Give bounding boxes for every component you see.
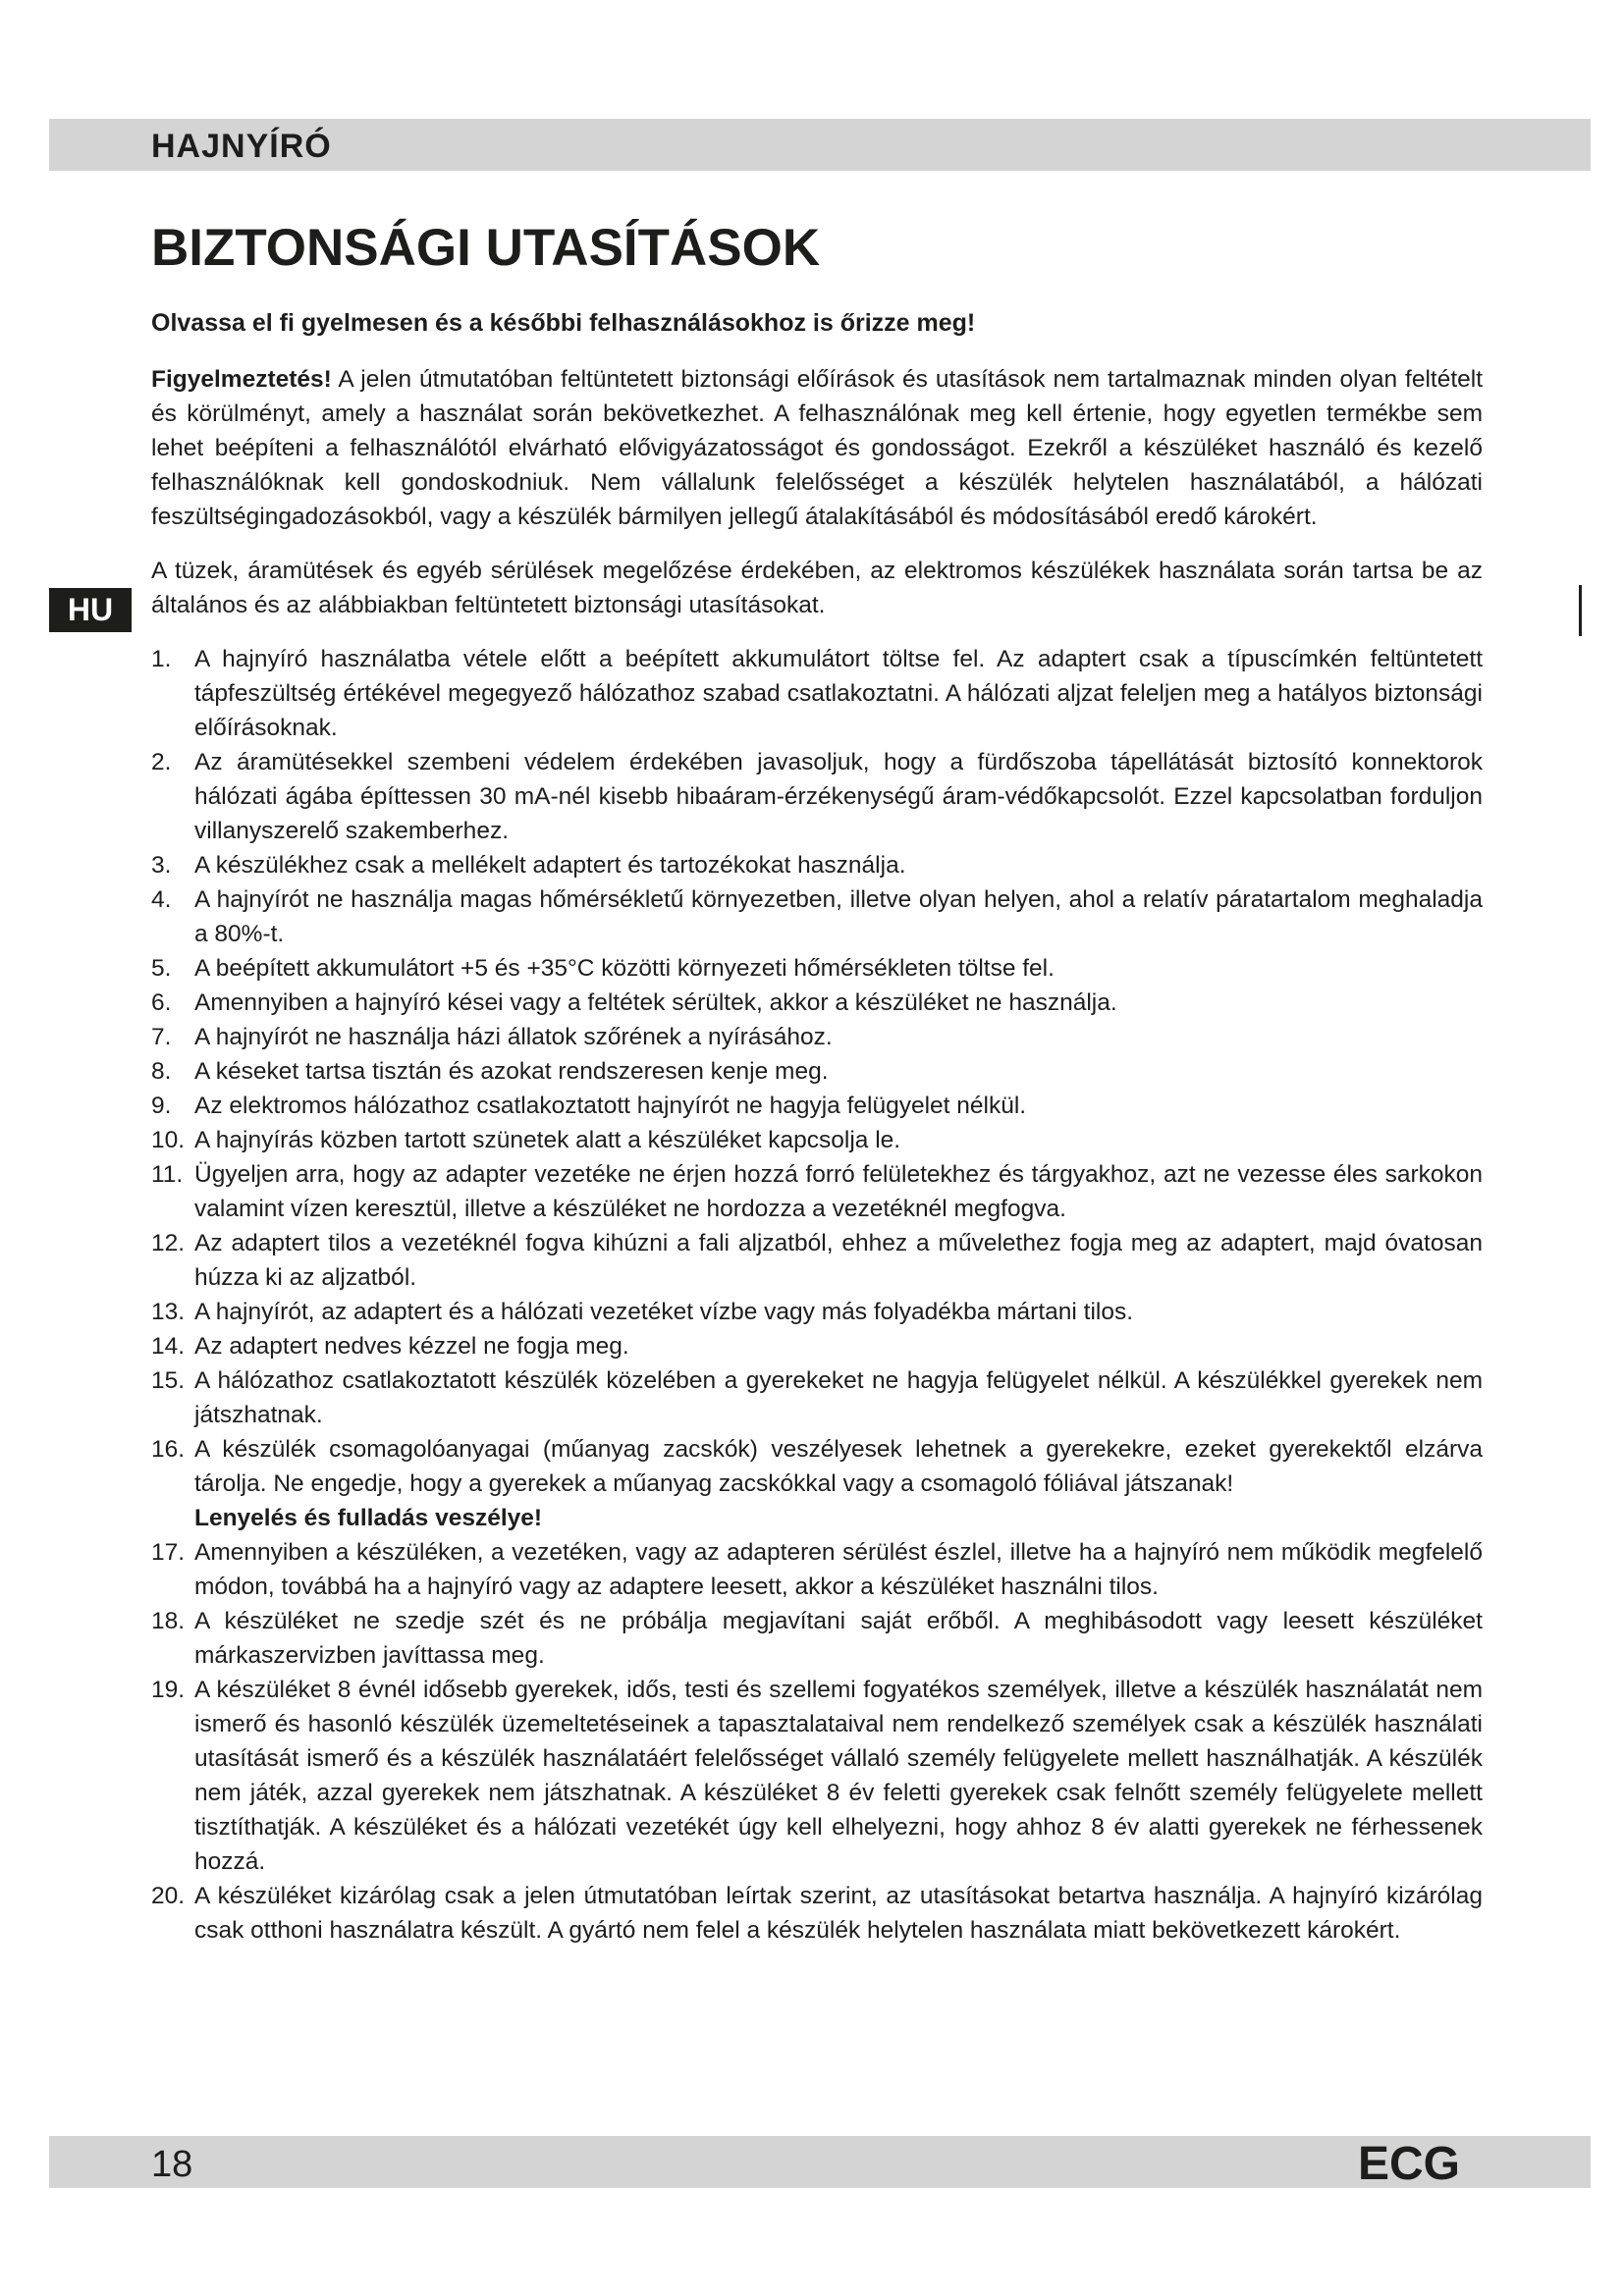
rule-number: 16.	[151, 1436, 186, 1463]
rule-text: Az elektromos hálózathoz csatlakoztatott hajnyírót ne hagyja felügyelet nélkül.	[194, 1093, 1027, 1119]
rule-number: 5.	[151, 955, 172, 982]
rule-text: A beépített akkumulátort +5 és +35°C közötti környezeti hőmérsékleten töltse fel.	[194, 955, 1055, 982]
rule-text: A hajnyírás közben tartott szünetek alatt a készüléket kapcsolja le.	[194, 1127, 901, 1153]
rule-number: 10.	[151, 1127, 186, 1153]
rule-text: Ügyeljen arra, hogy az adapter vezetéke ne érjen hozzá forró felületekhez és tárgyakhoz, azt ne vezesse éles sarkokon valamint vízen keresztül, illetve a készüléket ne hordozza a vezetéknél megfogva.	[194, 1161, 1483, 1222]
rule-item	[151, 642, 1483, 745]
language-badge: HU	[49, 588, 132, 632]
rule-item	[151, 986, 1483, 1020]
rule-text: Az adaptert nedves kézzel ne fogja meg.	[194, 1333, 629, 1360]
rule-item	[151, 848, 1483, 882]
rule-text: A késeket tartsa tisztán és azokat rendszeresen kenje meg.	[194, 1058, 829, 1085]
rule-text: A készüléket 8 évnél idősebb gyerekek, idős, testi és szellemi fogyatékos személyek, illetve a készülék használatát nem ismerő és hasonló készülék üzemeltetéseinek a tapasztalataival nem rendelkező személyek csak a készülék használati utasítását ismerő és a készülék használatáért felelősséget vállaló személy felügyelete mellett használhatják. A készülék nem játék, azzal gyerekek nem játszhatnak. A készüléket 8 év feletti gyerekek csak felnőtt személy felügyelete mellett tisztíthatják. A készüléket és a hálózati vezetékét úgy kell elhelyezni, hogy ahhoz 8 év alatti gyerekek ne férhessenek hozzá.	[194, 1677, 1483, 1875]
rule-text: A készüléket kizárólag csak a jelen útmutatóban leírtak szerint, az utasításokat betartva használja. A hajnyíró kizárólag csak otthoni használatra készült. A gyártó nem felel a készülék helytelen használata miatt bekövetkezett károkért.	[194, 1883, 1483, 1944]
rule-number: 1.	[151, 646, 172, 672]
subtitle: Olvassa el fi gyelmesen és a későbbi felhasználásokhoz is őrizze meg!	[151, 309, 976, 337]
page-number: 18	[151, 2144, 193, 2185]
content-area	[151, 306, 1483, 1948]
rule-text: Amennyiben a hajnyíró kései vagy a feltétek sérültek, akkor a készüléket ne használja.	[194, 989, 1117, 1016]
intro-paragraph: A tüzek, áramütések és egyéb sérülések megelőzése érdekében, az elektromos készülékek használata során tartsa be az általános és az alábbiakban feltüntetett biztonsági utasításokat.	[151, 558, 1483, 618]
rule-text: A hajnyírót, az adaptert és a hálózati vezetéket vízbe vagy más folyadékba mártani tilos.	[194, 1299, 1134, 1325]
rule-number: 3.	[151, 852, 172, 879]
rule-item	[151, 745, 1483, 848]
rule-text: Amennyiben a készüléken, a vezetéken, vagy az adapteren sérülést észlel, illetve ha a hajnyíró nem működik megfelelő módon, továbbá ha a hajnyíró vagy az adaptere leesett, akkor a készüléket használni tilos.	[194, 1539, 1483, 1600]
rule-number: 17.	[151, 1539, 186, 1566]
rule-number: 4.	[151, 886, 172, 913]
rule-item	[151, 1054, 1483, 1089]
rule-text: Az áramütésekkel szembeni védelem érdekében javasoljuk, hogy a fürdőszoba tápellátását biztosító konnektorok hálózati ágába építtessen 30 mA-nél kisebb hibaáram-érzékenységű áram-védőkapcsolót. Ezzel kapcsolatban forduljon villanyszerelő szakemberhez.	[194, 749, 1483, 844]
product-title: HAJNYÍRÓ	[151, 128, 332, 165]
rule-item	[151, 1604, 1483, 1673]
warning-text: A jelen útmutatóban feltüntetett biztonsági előírások és utasítások nem tartalmaznak minden olyan feltételt és körülményt, amely a használat során bekövetkezhet. A felhasználónak meg kell értenie, hogy egyetlen termékbe sem lehet beépíteni a felhasználótól elvárható elővigyázatosságot és gondosságot. Ezekről a készüléket használó és kezelő felhasználóknak kell gondoskodniuk. Nem vállalunk felelősséget a készülék helytelen használatából, a hálózati feszültségingadozásokból, vagy a készülék bármilyen jellegű átalakításából és módosításából eredő károkért.	[151, 366, 1483, 530]
rule-item	[151, 1089, 1483, 1123]
rule-text: A hálózathoz csatlakoztatott készülék közelében a gyerekeket ne hagyja felügyelet nélkül. A készülékkel gyerekek nem játszhatnak.	[194, 1367, 1483, 1428]
rule-number: 9.	[151, 1093, 172, 1119]
rule-number: 14.	[151, 1333, 186, 1360]
rule-item	[151, 1673, 1483, 1879]
brand-logo	[1355, 2138, 1463, 2187]
rule-number: 19.	[151, 1677, 186, 1703]
rule-text: A készülék csomagolóanyagai (műanyag zacskók) veszélyesek lehetnek a gyerekekre, ezeket gyerekektől elzárva tárolja. Ne engedje, hogy a gyerekek a műanyag zacskókkal vagy a csomagoló fóliával játszanak!	[194, 1436, 1483, 1497]
rule-number: 7.	[151, 1024, 172, 1050]
rule-item	[151, 1363, 1483, 1432]
rule-item	[151, 882, 1483, 951]
rule-text: A hajnyírót ne használja magas hőmérsékletű környezetben, illetve olyan helyen, ahol a relatív páratartalom meghaladja a 80%-t.	[194, 886, 1483, 947]
warning-label: Figyelmeztetés!	[151, 366, 332, 393]
rule-number: 12.	[151, 1230, 186, 1256]
rule-text: A készülékhez csak a mellékelt adaptert és tartozékokat használja.	[194, 852, 906, 879]
rule-number: 2.	[151, 749, 172, 775]
rule-item	[151, 1157, 1483, 1226]
rule-number: 8.	[151, 1058, 172, 1085]
rule-item	[151, 1020, 1483, 1054]
rule-item	[151, 951, 1483, 986]
rule-text: A hajnyírót ne használja házi állatok szőrének a nyírásához.	[194, 1024, 833, 1050]
rule-item	[151, 1295, 1483, 1329]
safety-rules-list	[151, 642, 1483, 1948]
rule-item	[151, 1123, 1483, 1157]
rule-item	[151, 1432, 1483, 1535]
rule-text: A hajnyíró használatba vétele előtt a beépített akkumulátort töltse fel. Az adaptert csak a típuscímkén feltüntetett tápfeszültség értékével megegyező hálózathoz szabad csatlakoztatni. A hálózati aljzat feleljen meg a hatályos biztonsági előírásoknak.	[194, 646, 1483, 741]
rule-number: 6.	[151, 989, 172, 1016]
brand-logo-text: ECG	[1357, 2138, 1461, 2187]
edge-marker	[1579, 585, 1582, 636]
header-bar	[49, 119, 1591, 171]
rule-item	[151, 1226, 1483, 1295]
rule-number: 11.	[151, 1161, 184, 1188]
rule-text: A készüléket ne szedje szét és ne próbálja megjavítani saját erőből. A meghibásodott vagy leesett készüléket márkaszervizben javíttassa meg.	[194, 1608, 1483, 1669]
rule-number: 18.	[151, 1608, 186, 1634]
rule-number: 20.	[151, 1883, 186, 1909]
rule-text: Az adaptert tilos a vezetéknél fogva kihúzni a fali aljzatból, ehhez a művelethez fogja meg az adaptert, majd óvatosan húzza ki az aljzatból.	[194, 1230, 1483, 1291]
rule-bold-warning: Lenyelés és fulladás veszélye!	[194, 1505, 543, 1531]
rule-number: 15.	[151, 1367, 186, 1394]
rule-item	[151, 1879, 1483, 1948]
rule-item	[151, 1535, 1483, 1604]
warning-paragraph	[151, 362, 1483, 534]
rule-item	[151, 1329, 1483, 1363]
rule-number: 13.	[151, 1299, 186, 1325]
page-title: BIZTONSÁGI UTASÍTÁSOK	[151, 219, 821, 277]
